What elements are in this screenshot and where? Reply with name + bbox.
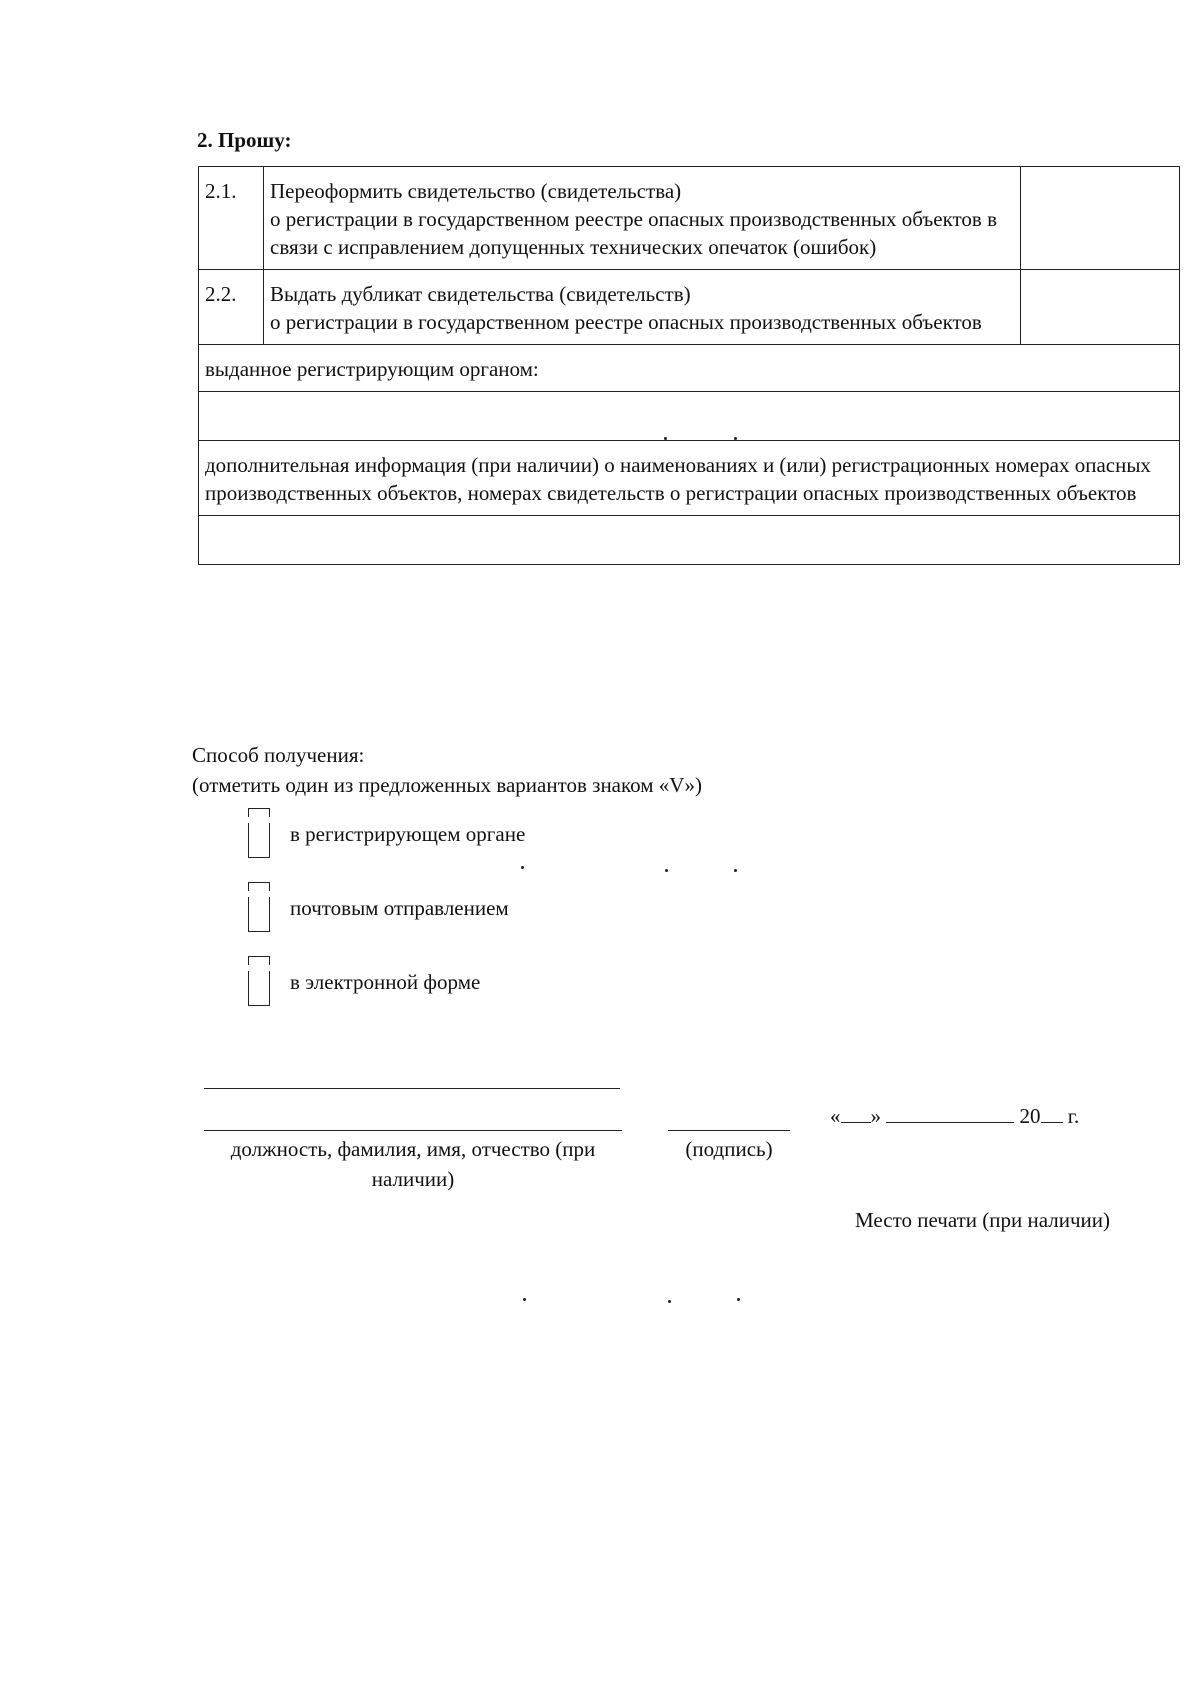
scan-speck xyxy=(664,437,667,440)
additional-info-label: дополнительная информация (при наличии) о наименованиях и (или) регистрационных номерах опасных производственных объектов, номерах свидетельств о регистрации опасных производственных объектов xyxy=(199,441,1180,516)
option-label: в регистрирующем органе xyxy=(290,822,526,846)
request-row-2-1 xyxy=(199,167,1180,270)
issued-by-label: выданное регистрирующим органом: xyxy=(199,345,1180,392)
method-block xyxy=(192,740,702,800)
option-label: почтовым отправлением xyxy=(290,896,509,920)
scan-speck xyxy=(737,1298,740,1301)
option-checkbox[interactable] xyxy=(248,808,270,858)
date-month-blank[interactable] xyxy=(886,1104,1014,1123)
scan-speck xyxy=(665,869,668,872)
signature-caption: (подпись) xyxy=(685,1137,773,1161)
request-row-2-2 xyxy=(199,270,1180,345)
section-title: 2. Прошу: xyxy=(197,128,292,152)
request-checkbox-cell[interactable] xyxy=(1021,167,1180,270)
date-close-quote: » xyxy=(870,1104,881,1128)
scan-speck xyxy=(668,1300,671,1303)
additional-info-row xyxy=(199,441,1180,516)
request-text: Выдать дубликат свидетельства (свидетельств) о регистрации в государственном реестре опасных производственных объектов xyxy=(264,270,1021,345)
option-checkbox[interactable] xyxy=(248,882,270,932)
scan-speck xyxy=(734,869,737,872)
method-hint: (отметить один из предложенных вариантов знаком «V») xyxy=(192,773,702,797)
date-year-suffix: г. xyxy=(1067,1104,1080,1128)
position-caption: должность, фамилия, имя, отчество (при наличии) xyxy=(230,1137,596,1191)
date-field[interactable] xyxy=(830,1104,1079,1129)
option-label: в электронной форме xyxy=(290,970,481,994)
date-year-blank[interactable] xyxy=(1041,1104,1063,1123)
issued-by-field-row xyxy=(199,392,1180,441)
issued-by-field[interactable] xyxy=(199,392,1180,441)
signature-line-top xyxy=(204,1088,620,1089)
date-day-blank[interactable] xyxy=(841,1104,871,1123)
scan-speck xyxy=(523,1298,526,1301)
request-text: Переоформить свидетельство (свидетельства) о регистрации в государственном реестре опасных производственных объектов в связи с исправлением допущенных технических опечаток (ошибок) xyxy=(264,167,1021,270)
request-checkbox-cell[interactable] xyxy=(1021,270,1180,345)
issued-by-row xyxy=(199,345,1180,392)
date-open-quote: « xyxy=(830,1104,841,1128)
scan-speck xyxy=(734,437,737,440)
signature-line[interactable] xyxy=(668,1130,790,1131)
option-checkbox[interactable] xyxy=(248,956,270,1006)
request-number: 2.1. xyxy=(199,167,264,270)
date-year-prefix: 20 xyxy=(1019,1104,1041,1128)
request-number: 2.2. xyxy=(199,270,264,345)
method-title: Способ получения: xyxy=(192,743,365,767)
request-table xyxy=(198,166,1180,565)
stamp-place: Место печати (при наличии) xyxy=(855,1208,1110,1232)
scan-speck xyxy=(521,866,524,869)
additional-info-field[interactable] xyxy=(199,516,1180,565)
additional-info-field-row xyxy=(199,516,1180,565)
position-name-line[interactable] xyxy=(204,1130,622,1131)
